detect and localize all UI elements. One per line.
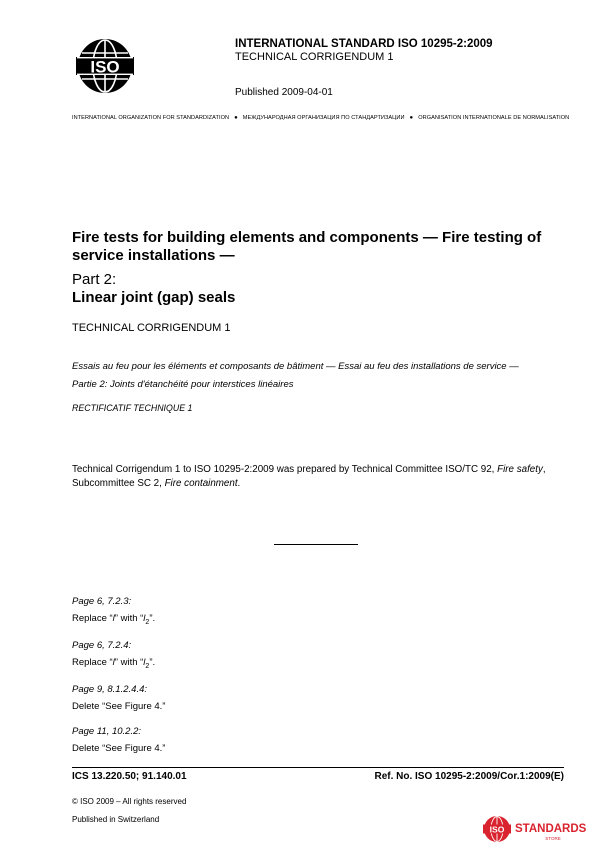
watermark-standards-text: STANDARDS	[515, 823, 587, 835]
correction-action: Delete “See Figure 4.”	[72, 701, 166, 712]
bullet-separator: ●	[409, 115, 414, 121]
title-corrigendum: TECHNICAL CORRIGENDUM 1	[72, 322, 231, 334]
org-name-ru: МЕЖДУНАРОДНАЯ ОРГАНИЗАЦИЯ ПО СТАНДАРТИЗАЦИИ	[242, 115, 405, 121]
correction-action: Delete “See Figure 4.”	[72, 743, 166, 754]
watermark-store-text: STORE	[545, 836, 561, 841]
french-part-title: Partie 2: Joints d'étanchéité pour interstices linéaires	[72, 379, 294, 390]
corrigendum-label: TECHNICAL CORRIGENDUM 1	[235, 51, 394, 63]
reference-number: Ref. No. ISO 10295-2:2009/Cor.1:2009(E)	[374, 771, 564, 782]
published-in: Published in Switzerland	[72, 815, 160, 824]
correction-location: Page 11, 10.2.2:	[72, 726, 142, 737]
organization-names	[72, 115, 569, 121]
document-title: Fire tests for building elements and components — Fire testing of service installations —	[72, 229, 542, 264]
part-title: Linear joint (gap) seals	[72, 289, 236, 306]
part-label: Part 2:	[72, 271, 117, 288]
org-name-fr: ORGANISATION INTERNATIONALE DE NORMALISATION	[418, 115, 570, 121]
watermark-iso-text: ISO	[489, 824, 505, 835]
iso-logo	[76, 37, 134, 95]
copyright-notice: © ISO 2009 – All rights reserved	[72, 797, 187, 806]
correction-location: Page 6, 7.2.3:	[72, 596, 132, 607]
correction-location: Page 6, 7.2.4:	[72, 640, 132, 651]
separator-line	[274, 544, 358, 545]
published-date: Published 2009-04-01	[235, 87, 333, 98]
correction-action: Replace “l” with “$l_2$”.	[72, 613, 156, 626]
iso-logo-text: ISO	[90, 57, 120, 77]
french-title: Essais au feu pour les éléments et composants de bâtiment — Essai au feu des installations de service —	[72, 361, 519, 372]
org-name-en: INTERNATIONAL ORGANIZATION FOR STANDARDIZATION	[72, 115, 230, 121]
preparation-statement: Technical Corrigendum 1 to ISO 10295-2:2009 was prepared by Technical Committee ISO/TC 92, Fire safety, Subcommittee SC 2, Fire containment.	[72, 464, 546, 489]
correction-action: Replace “l” with “$l_2$”.	[72, 657, 156, 670]
iso-standards-store-watermark	[483, 815, 593, 843]
french-corrigendum: RECTIFICATIF TECHNIQUE 1	[72, 403, 193, 413]
ics-codes: ICS 13.220.50; 91.140.01	[72, 771, 187, 782]
footer-rule	[72, 767, 564, 768]
standard-number: INTERNATIONAL STANDARD ISO 10295-2:2009	[235, 38, 493, 50]
correction-location: Page 9, 8.1.2.4.4:	[72, 684, 148, 695]
bullet-separator: ●	[234, 115, 238, 121]
